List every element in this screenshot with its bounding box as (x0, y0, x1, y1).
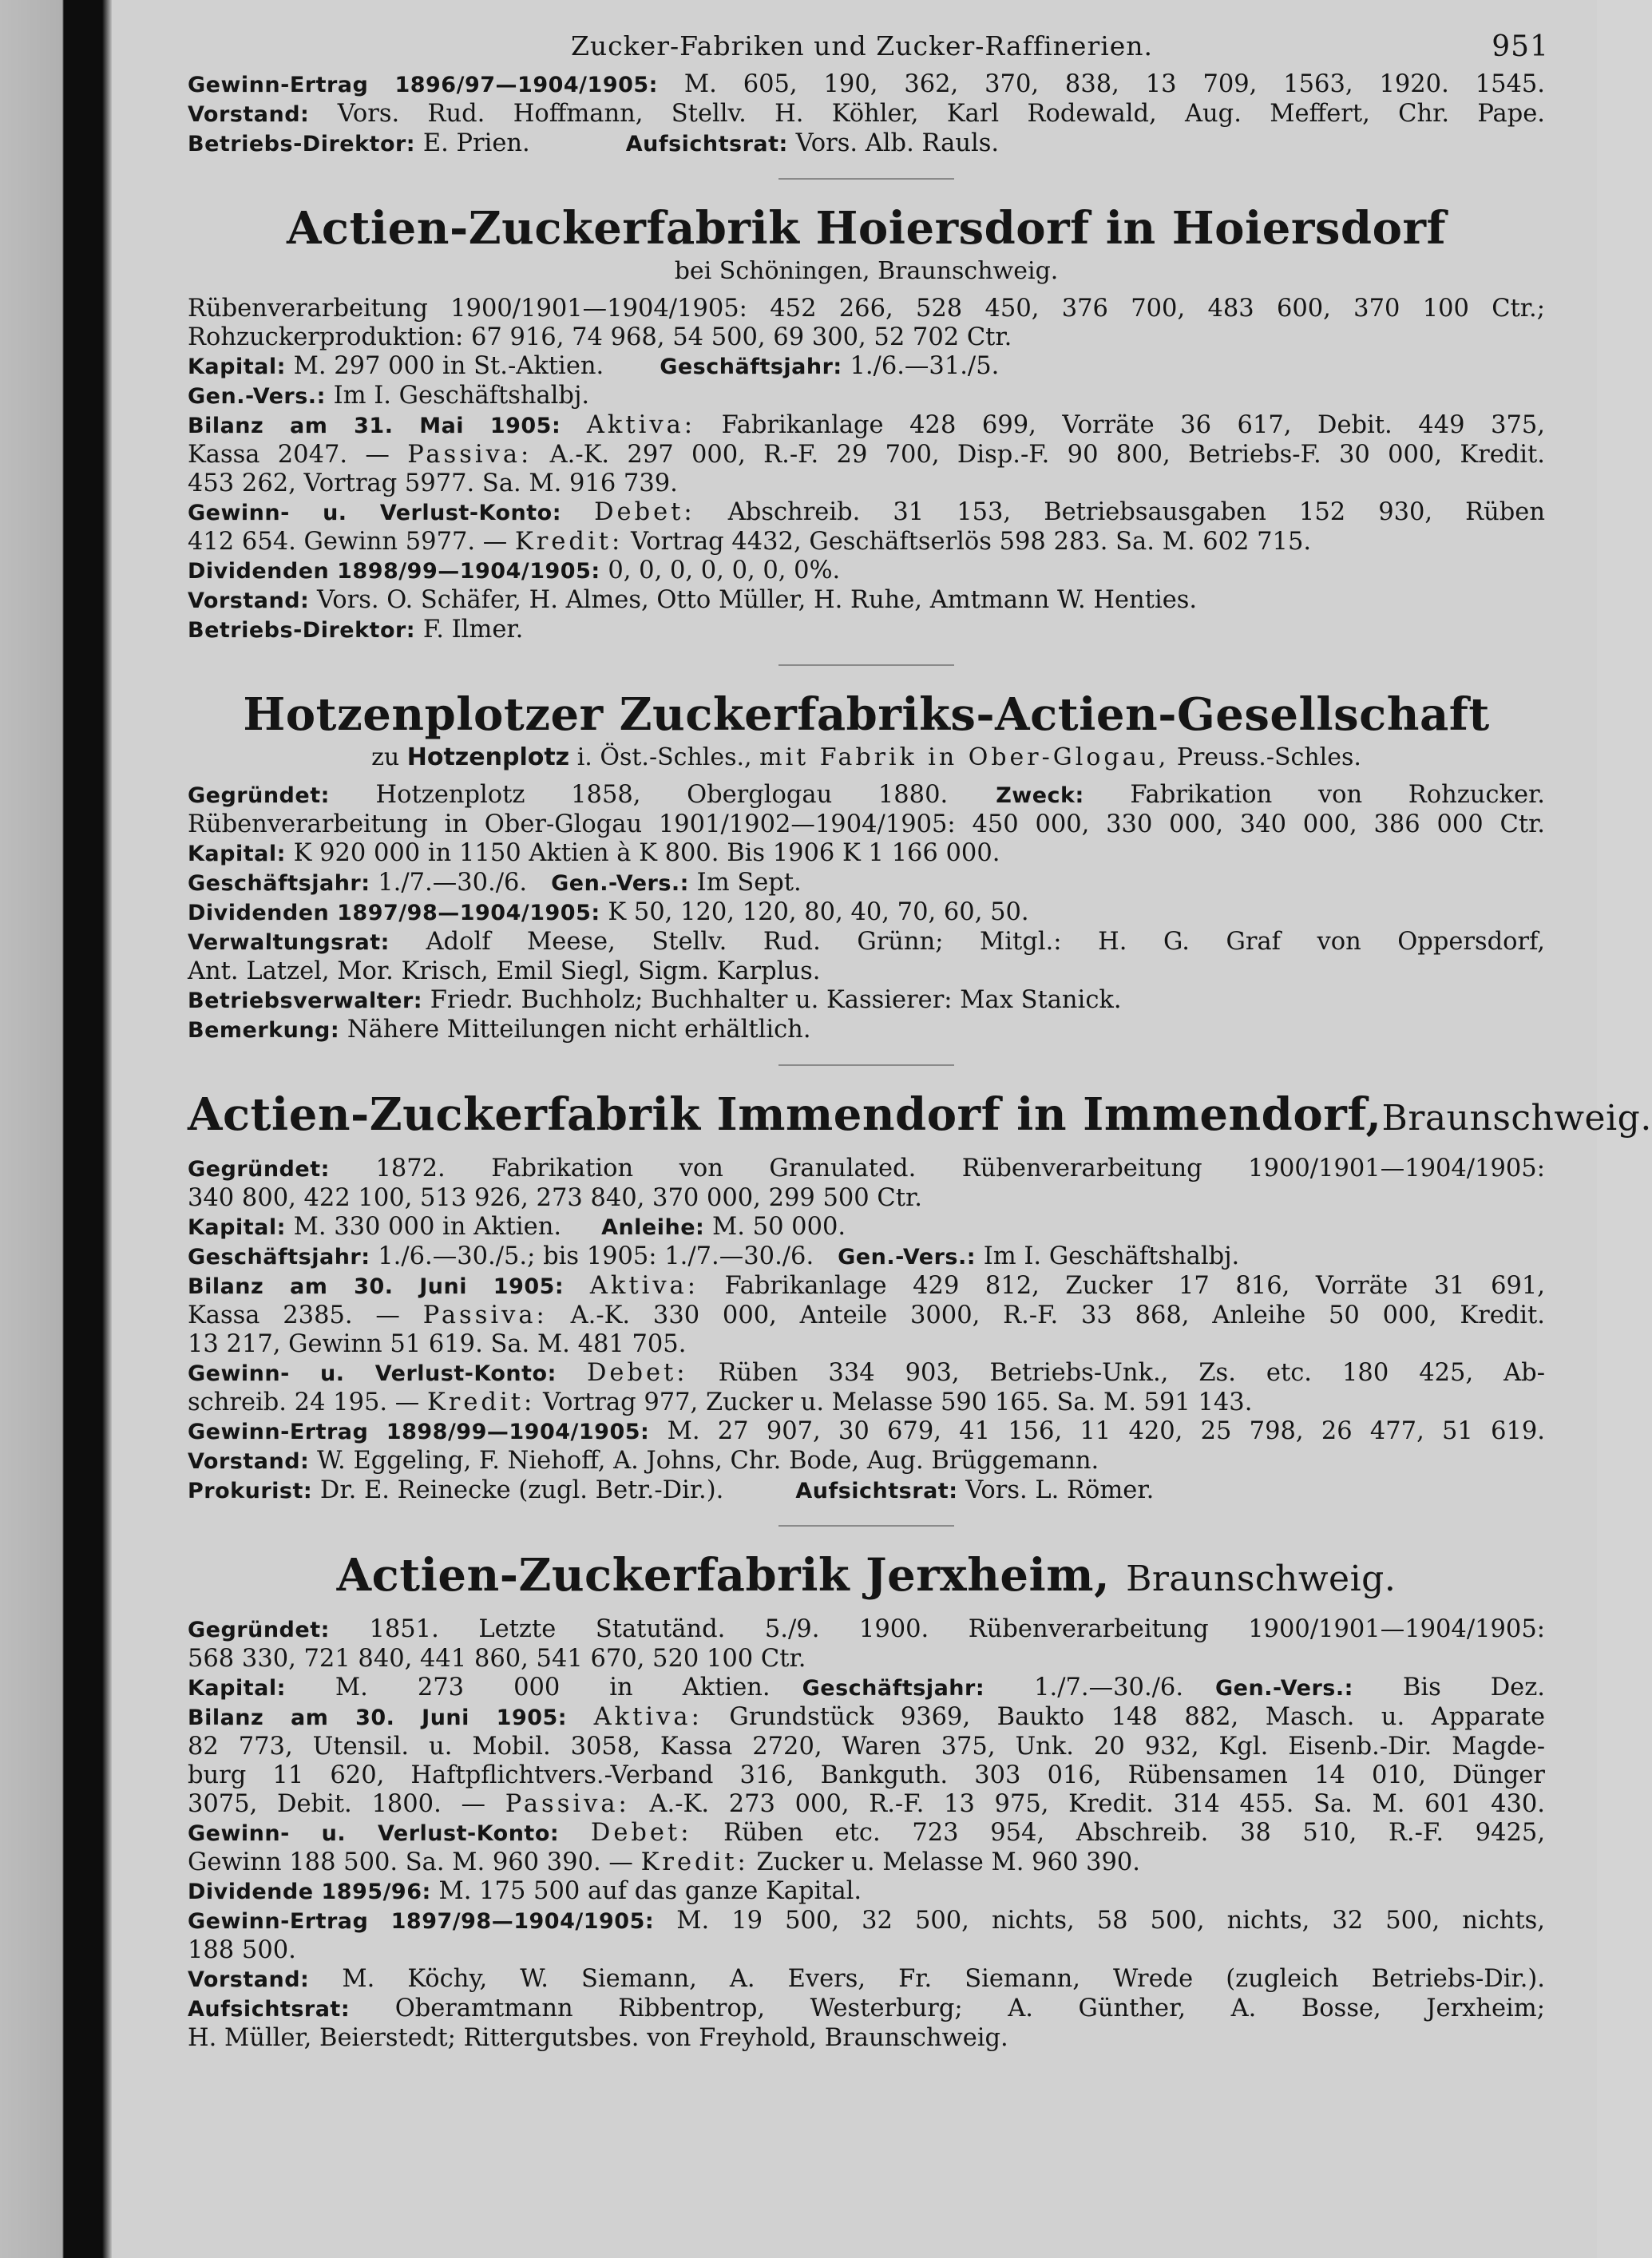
text-line: Ant. Latzel, Mor. Krisch, Emil Siegl, Sigm. Karplus. (188, 957, 821, 985)
gewinn-ertrag-line: Gewinn-Ertrag 1896/97—1904/1905: M. 605, 190, 362, 370, 838, 13 709, 1563, 1920. 1545. (188, 70, 1545, 98)
text-line: Rübenverarbeitung 1900/1901—1904/1905: 452 266, 528 450, 376 700, 483 600, 370 100 Ctr.; (188, 295, 1545, 323)
gegruendet-line: Gegründet: 1851. Letzte Statutänd. 5./9. 1900. Rübenverarbeitung 1900/1901—1904/1905: (188, 1615, 1546, 1643)
text-line: 82 773, Utensil. u. Mobil. 3058, Kassa 2720, Waren 375, Unk. 20 932, Kgl. Eisenb.-Dir. Magde- (188, 1733, 1545, 1761)
bilanz-line: Bilanz am 30. Juni 1905: Aktiva: Fabrikanlage 429 812, Zucker 17 816, Vorräte 31 691, (188, 1272, 1545, 1300)
text-line: Rübenverarbeitung in Ober-Glogau 1901/1902—1904/1905: 450 000, 330 000, 340 000, 386 000 Ctr. (188, 810, 1545, 838)
gegruendet-line: Gegründet: Hotzenplotz 1858, Oberglogau 1880. Zweck: Fabrikation von Rohzucker. (188, 781, 1545, 809)
vorstand-line: Vorstand: Vors. Rud. Hoffmann, Stellv. H. Köhler, Karl Rodewald, Aug. Meffert, Chr. Pape. (188, 100, 1545, 128)
section-divider (778, 1064, 954, 1066)
verwaltungsrat-line: Verwaltungsrat: Adolf Meese, Stellv. Rud. Grünn; Mitgl.: H. G. Graf von Oppersdorf, (188, 928, 1546, 956)
section-divider (778, 178, 954, 180)
gewinn-verlust-line: Gewinn- u. Verlust-Konto: Debet: Abschreib. 31 153, Betriebsausgaben 152 930, Rüben (188, 498, 1545, 526)
entry-continuation (188, 70, 1545, 159)
entry-jerxheim (188, 1547, 1545, 2053)
dividenden-line: Dividenden 1898/99—1904/1905: 0, 0, 0, 0, 0, 0, 0%. (188, 557, 841, 584)
running-head (188, 22, 1549, 70)
page-number: 951 (1492, 30, 1549, 63)
geschaeftsjahr-line: Geschäftsjahr: 1./6.—30./5.; bis 1905: 1./7.—30./6. Gen.-Vers.: Im I. Geschäftshalbj. (188, 1242, 1240, 1270)
text-line: Gewinn 188 500. Sa. M. 960 390. — Kredit: Zucker u. Melasse M. 960 390. (188, 1848, 1140, 1876)
dividenden-line: Dividenden 1897/98—1904/1905: K 50, 120, 120, 80, 40, 70, 60, 50. (188, 898, 1029, 926)
kapital-line: Kapital: K 920 000 in 1150 Aktien à K 800. Bis 1906 K 1 166 000. (188, 839, 1000, 867)
bilanz-line: Bilanz am 31. Mai 1905: Aktiva: Fabrikanlage 428 699, Vorräte 36 617, Debit. 449 375, (188, 411, 1545, 439)
document-page (112, 0, 1652, 2258)
running-head-title: Zucker-Fabriken und Zucker-Raffinerien. (571, 30, 1154, 61)
text-line: 412 654. Gewinn 5977. — Kredit: Vortrag 4432, Geschäftserlös 598 283. Sa. M. 602 715. (188, 528, 1312, 556)
book-spine-shadow (0, 0, 112, 2258)
entry-subtitle: bei Schöningen, Braunschweig. (674, 257, 1059, 285)
bilanz-line: Bilanz am 30. Juni 1905: Aktiva: Grundstück 9369, Baukto 148 882, Masch. u. Apparate (188, 1703, 1546, 1731)
geschaeftsjahr-line: Geschäftsjahr: 1./7.—30./6. Gen.-Vers.: Im Sept. (188, 869, 802, 897)
kapital-line: Kapital: M. 273 000 in Aktien. Geschäftsjahr: 1./7.—30./6. Gen.-Vers.: Bis Dez. (188, 1674, 1545, 1701)
gewinn-ertrag-line: Gewinn-Ertrag 1897/98—1904/1905: M. 19 500, 32 500, nichts, 58 500, nichts, 32 500, nichts, (188, 1907, 1545, 1935)
entry-subtitle: zu Hotzenplotz i. Öst.-Schles., mit Fabrik in Ober-Glogau, Preuss.-Schles. (371, 743, 1361, 771)
page-content (188, 22, 1652, 2053)
text-line: 188 500. (188, 1936, 296, 1964)
entry-title: Actien-Zuckerfabrik Hoiersdorf in Hoiersdorf (286, 202, 1447, 255)
entry-hotzenplotz (188, 687, 1545, 1045)
entry-title: Actien-Zuckerfabrik Jerxheim, Braunschweig. (336, 1549, 1396, 1602)
text-line: 568 330, 721 840, 441 860, 541 670, 520 100 Ctr. (188, 1645, 806, 1673)
vorstand-line: Vorstand: W. Eggeling, F. Niehoff, A. Johns, Chr. Bode, Aug. Brüggemann. (188, 1447, 1099, 1475)
gewinn-ertrag-line: Gewinn-Ertrag 1898/99—1904/1905: M. 27 907, 30 679, 41 156, 11 420, 25 798, 26 477, 51 619. (188, 1417, 1545, 1445)
gegruendet-line: Gegründet: 1872. Fabrikation von Granulated. Rübenverarbeitung 1900/1901—1904/1905: (188, 1155, 1545, 1182)
prokurist-line: Prokurist: Dr. E. Reinecke (zugl. Betr.-Dir.). Aufsichtsrat: Vors. L. Römer. (188, 1476, 1155, 1504)
kapital-line: Kapital: M. 297 000 in St.-Aktien. Geschäftsjahr: 1./6.—31./5. (188, 352, 1000, 380)
kapital-line: Kapital: M. 330 000 in Aktien. Anleihe: M. 50 000. (188, 1213, 846, 1241)
text-line: H. Müller, Beierstedt; Rittergutsbes. von Freyhold, Braunschweig. (188, 2024, 1008, 2052)
bemerkung-line: Bemerkung: Nähere Mitteilungen nicht erhältlich. (188, 1016, 811, 1044)
betriebsverwalter-line: Betriebsverwalter: Friedr. Buchholz; Buchhalter u. Kassierer: Max Stanick. (188, 986, 1122, 1014)
vorstand-line: Vorstand: Vors. O. Schäfer, H. Almes, Otto Müller, H. Ruhe, Amtmann W. Henties. (188, 586, 1198, 614)
text-line: Rohzuckerproduktion: 67 916, 74 968, 54 500, 69 300, 52 702 Ctr. (188, 323, 1012, 351)
entry-title: Hotzenplotzer Zuckerfabriks-Actien-Gesellschaft (243, 688, 1490, 741)
gen-vers-line: Gen.-Vers.: Im I. Geschäftshalbj. (188, 382, 590, 410)
gewinn-verlust-line: Gewinn- u. Verlust-Konto: Debet: Rüben 334 903, Betriebs-Unk., Zs. etc. 180 425, Ab- (188, 1359, 1546, 1387)
text-line: Kassa 2385. — Passiva: A.-K. 330 000, Anteile 3000, R.-F. 33 868, Anleihe 50 000, Kredit. (188, 1301, 1545, 1329)
section-divider (778, 1525, 954, 1527)
betriebs-direktor-line: Betriebs-Direktor: F. Ilmer. (188, 616, 524, 644)
text-line: 13 217, Gewinn 51 619. Sa. M. 481 705. (188, 1330, 687, 1358)
entry-immendorf (188, 1087, 1652, 1506)
text-line: schreib. 24 195. — Kredit: Vortrag 977, Zucker u. Melasse 590 165. Sa. M. 591 143. (188, 1388, 1253, 1416)
text-line: 340 800, 422 100, 513 926, 273 840, 370 000, 299 500 Ctr. (188, 1184, 922, 1212)
text-line: 453 262, Vortrag 5977. Sa. M. 916 739. (188, 469, 678, 497)
gewinn-verlust-line: Gewinn- u. Verlust-Konto: Debet: Rüben etc. 723 954, Abschreib. 38 510, R.-F. 9425, (188, 1819, 1546, 1847)
betriebs-direktor-line: Betriebs-Direktor: E. Prien. Aufsichtsrat: Vors. Alb. Rauls. (188, 129, 1000, 157)
text-line: Kassa 2047. — Passiva: A.-K. 297 000, R.-F. 29 700, Disp.-F. 90 800, Betriebs-F. 30 000, Kredit. (188, 441, 1545, 469)
aufsichtsrat-line: Aufsichtsrat: Oberamtmann Ribbentrop, Westerburg; A. Günther, A. Bosse, Jerxheim; (188, 1995, 1545, 2022)
text-line: 3075, Debit. 1800. — Passiva: A.-K. 273 000, R.-F. 13 975, Kredit. 314 455. Sa. M. 601 430. (188, 1790, 1545, 1818)
text-line: burg 11 620, Haftpflichtvers.-Verband 316, Bankguth. 303 016, Rübensamen 14 010, Dünger (188, 1761, 1545, 1789)
vorstand-line: Vorstand: M. Köchy, W. Siemann, A. Evers, Fr. Siemann, Wrede (zugleich Betriebs-Dir.). (188, 1965, 1545, 1993)
section-divider (778, 664, 954, 666)
entry-title: Actien-Zuckerfabrik Immendorf in Immendorf,Braunschweig. (188, 1088, 1652, 1141)
dividende-line: Dividende 1895/96: M. 175 500 auf das ganze Kapital. (188, 1877, 862, 1905)
entry-hoiersdorf (188, 200, 1545, 645)
